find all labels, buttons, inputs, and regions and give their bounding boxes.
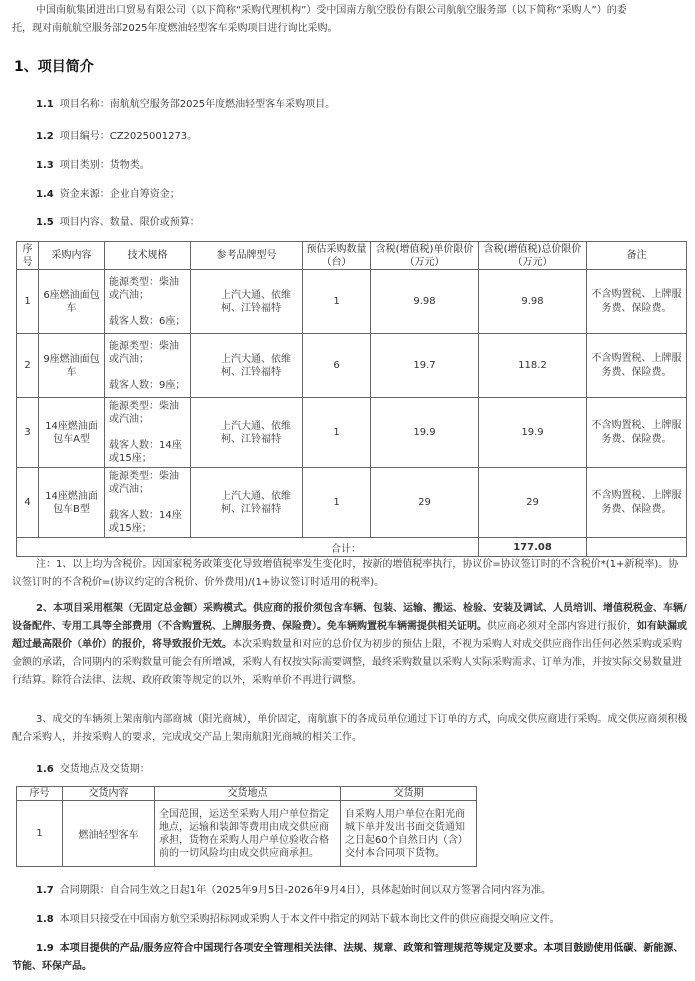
item-number: 1.4 [36,189,54,200]
cell-qty: 6 [303,334,371,398]
delivery-table [16,786,477,867]
item-number: 1.6 [36,764,54,775]
cell-note: 不含购置税、上牌服务费、保险费。 [587,270,687,334]
cell-unit-price: 29 [371,468,479,538]
table-total-row [17,538,687,557]
item-number: 1.5 [36,217,54,228]
cell-content: 6座燃油面包车 [39,270,105,334]
total-empty-cell [587,538,687,557]
cell-no: 3 [17,398,39,468]
item-text: 交货地点及交货期： [59,764,150,775]
price-note: 注：1、以上均为含税价。因国家税务政策变化导致增值税率发生变化时，按新的增值税率执行，协议价=协议签订时的不含税价*(1+新税率)。协议签订时的不含税价=(协议约定的含税价、价外费用)/(1+协议签订时适用的税率)。 [12,559,679,588]
item-text: 项目类别：货物类。 [59,160,150,171]
item-1-7 [36,881,551,896]
cell-qty: 1 [303,468,371,538]
cell-qty: 1 [303,270,371,334]
item-text: 项目名称：南航航空服务部2025年度燃油轻型客车采购项目。 [59,99,336,110]
delivery-place: 全国范围，运送至采购人用户单位指定地点，运输和装卸等费用由成交供应商承担，货物在采购人用户单位验收合格前的一切风险均由成交供应商承担。 [155,801,341,867]
intro-line-1: 中国南航集团进出口贸易有限公司（以下简称“采购代理机构”）受中国南方航空股份有限公司航航空服务部（以下简称“采购人”）的委 [36,5,627,16]
item-text: 本项目只接受在中国南方航空采购招标网或采购人于本文件中指定的网站下载本询比文件的供应商提交响应文件。 [59,914,560,925]
spec-energy: 能源类型：柴油或汽油； [109,401,179,425]
cell-model: 上汽大通、依维柯、江铃福特 [191,334,303,398]
cell-spec [105,468,191,538]
table-row [17,398,687,468]
table-header-row [17,242,687,270]
item-1-5 [36,213,200,228]
cell-qty: 1 [303,398,371,468]
cell-unit-price: 19.7 [371,334,479,398]
cell-model: 上汽大通、依维柯、江铃福特 [191,270,303,334]
cell-total-price: 19.9 [479,398,587,468]
cell-content: 14座燃油面包车A型 [39,398,105,468]
framework-text-1: 供应商必须对全部内容进行报价， [487,621,637,632]
item-1-3 [36,156,150,171]
item-number: 1.9 [36,943,54,954]
spec-energy: 能源类型：柴油或汽油； [109,340,179,365]
item-1-2 [36,127,197,142]
header-content: 采购内容 [39,242,105,270]
item-number: 1.1 [36,99,54,110]
delivery-no: 1 [17,801,63,867]
delivery-row [17,801,477,867]
cell-spec [105,398,191,468]
delivery-header-place: 交货地点 [155,787,341,801]
framework-bold-text-2: 如有缺漏或超过最高限价（单价）的报价，将导致报价无效。 [12,621,687,650]
cell-model: 上汽大通、依维柯、江铃福特 [191,468,303,538]
spec-energy: 能源类型：柴油或汽油； [109,276,179,301]
cell-no: 4 [17,468,39,538]
item-1-1 [36,95,335,110]
item-1-6 [36,760,150,775]
intro-paragraph [12,2,688,38]
spec-seats: 载客人数：14座或15座； [109,510,182,534]
cell-note: 不含购置税、上牌服务费、保险费。 [587,334,687,398]
header-unit-price: 含税(增值税)单价限价（万元） [371,242,479,270]
cell-spec [105,270,191,334]
header-spec: 技术规格 [105,242,191,270]
cell-note: 不含购置税、上牌服务费、保险费。 [587,398,687,468]
delivery-header-row [17,787,477,801]
framework-bold-text: 2、本项目采用框架（无固定总金额）采购模式。供应商的报价须包含车辆、包装、运输、搬运、检验、安装及调试、人员培训、增值税税金、车辆/设备配件、专用工具等全部费用（不含购置税、上牌服务费、保险费）。免车辆购置税车辆需提供相关证明。 [12,603,687,632]
header-qty: 预估采购数量（台） [303,242,371,270]
table-row [17,468,687,538]
item-text: 资金来源：企业自筹资金； [59,189,180,200]
total-label: 合计： [17,538,479,557]
procurement-table [16,241,687,557]
table-row [17,270,687,334]
cell-spec [105,334,191,398]
item-1-9 [12,940,688,976]
mall-paragraph: 3、成交的车辆须上架南航内部商城（阳光商城），单价固定，南航旗下的各成员单位通过下订单的方式，向成交供应商进行采购。成交供应商须积极配合采购人，并按采购人的要求，完成成交产品上架南航阳光商城的相关工作。 [12,714,688,743]
item-number: 1.2 [36,131,54,142]
cell-model: 上汽大通、依维柯、江铃福特 [191,398,303,468]
cell-total-price: 9.98 [479,270,587,334]
header-no: 序号 [17,242,39,270]
cell-unit-price: 9.98 [371,270,479,334]
header-note: 备注 [587,242,687,270]
framework-paragraph [12,600,688,690]
intro-line-2: 托，现对南航航空服务部2025年度燃油轻型客车采购项目进行询比采购。 [12,23,338,34]
item-text: 项目编号：CZ2025001273。 [59,131,198,142]
spec-seats: 载客人数：14座或15座； [109,440,182,464]
section-1-title: 1、项目简介 [14,59,94,75]
table-row [17,334,687,398]
delivery-header-content: 交货内容 [63,787,155,801]
cell-no: 2 [17,334,39,398]
item-text: 合同期限：自合同生效之日起1年（2025年9月5日-2026年9月4日），具体起始时间以双方签署合同内容为准。 [59,885,552,896]
total-value: 177.08 [479,538,587,557]
item-text: 项目内容、数量、限价或预算： [59,217,200,228]
cell-content: 14座燃油面包车B型 [39,468,105,538]
cell-total-price: 118.2 [479,334,587,398]
spec-energy: 能源类型：柴油或汽油； [109,471,179,495]
delivery-period: 自采购人用户单位在阳光商城下单并发出书面交货通知之日起60个自然日内（含）交付本合同项下货物。 [341,801,477,867]
item-number: 1.7 [36,885,54,896]
framework-text-2: 本次采购数量和对应的总价仅为初步的预估上限，不视为采购人对成交供应商作出任何必然采购或采购金额的承诺，合同期内的采购数量可能会有所增减，采购人有权按实际需要调整，最终采购数量以采购人实际采购需求、订单为准，并按实际交易数量进行结算。除符合法律、法规、政府政策等规定的以外，采购单价不再进行调整。 [12,639,682,686]
cell-note: 不含购置税、上牌服务费、保险费。 [587,468,687,538]
delivery-header-no: 序号 [17,787,63,801]
header-model: 参考品牌型号 [191,242,303,270]
header-total-price: 含税(增值税)总价限价（万元） [479,242,587,270]
item-number: 1.3 [36,160,54,171]
spec-seats: 载客人数：6座； [109,315,186,327]
cell-unit-price: 19.9 [371,398,479,468]
cell-content: 9座燃油面包车 [39,334,105,398]
delivery-content: 燃油轻型客车 [63,801,155,867]
delivery-header-period: 交货期 [341,787,477,801]
item-1-4 [36,185,180,200]
item-1-8 [36,910,560,925]
cell-total-price: 29 [479,468,587,538]
item-text: 本项目提供的产品/服务应符合中国现行各项安全管理相关法律、法规、规章、政策和管理规范等规定及要求。本项目鼓励使用低碳、新能源、节能、环保产品。 [12,943,684,972]
spec-seats: 载客人数：9座； [109,379,186,391]
item-number: 1.8 [36,914,54,925]
cell-no: 1 [17,270,39,334]
